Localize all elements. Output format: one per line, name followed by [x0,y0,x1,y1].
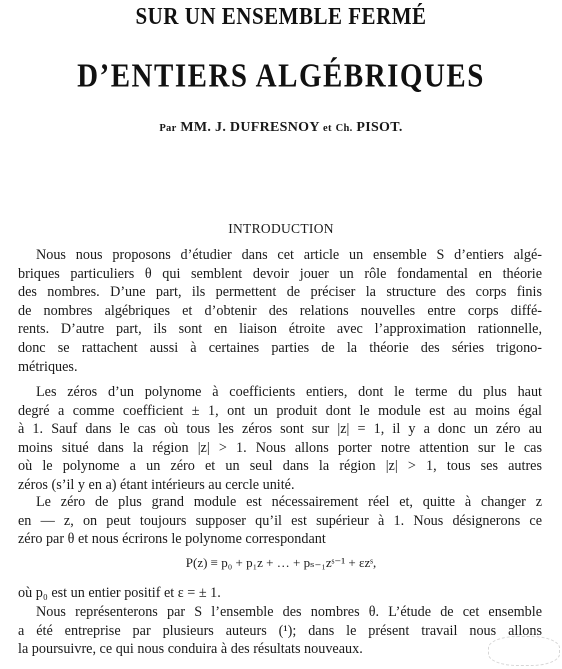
authors-et: et [323,123,332,134]
paragraph-line: briques particuliers θ qui semblent devoir jouer un rôle fondamental en théorie [18,265,542,282]
paragraph-line: a été entreprise par plusieurs auteurs (¹); dans le présent travail nous allons [18,622,542,639]
library-stamp [488,636,560,666]
authors-line [0,120,562,136]
paragraph-line: la poursuivre, ce qui nous conduira à des résultats nouveaux. [18,641,363,658]
paragraph-5 [18,603,542,659]
paragraph-line: métriques. [18,358,78,375]
paragraph-line: donc se rattachent aussi à certaines parties de la théorie des séries trigono- [18,339,542,356]
paragraph-line: en — z, on peut toujours supposer qu’il est supérieur à 1. Nous désignerons ce [18,512,542,529]
paragraph-line: rents. D’autre part, ils sont en liaison étroite avec l’approximation rationnelle, [18,321,542,338]
paragraph-line: Nous représenterons par S l’ensemble des nombres θ. L’étude de cet ensemble [36,604,542,620]
paragraph-line: zéros (s’il y en a) étant intérieurs au cercle unité. [18,476,295,493]
authors-par: Par [159,123,177,134]
paragraph-2 [18,383,542,495]
title-line-1: SUR UN ENSEMBLE FERMÉ [135,2,427,30]
authors-pisot: PISOT. [356,120,403,135]
paragraph-4 [18,584,542,603]
paragraph-line: zéro par θ et nous écrirons le polynome correspondant [18,531,326,548]
paragraph-line: à 1. Sauf dans le cas où tous les zéros sont sur |z| = 1, il y a donc un zéro au [18,421,542,438]
section-heading: INTRODUCTION [228,221,334,236]
paragraph-3 [18,493,542,549]
paragraph-line: Le zéro de plus grand module est nécessairement réel et, quitte à changer z [36,494,542,510]
authors-ch: Ch. [335,123,353,134]
paragraph-line: de nombres algébriques et d’obtenir des relations nouvelles entre corps diffé- [18,302,542,319]
authors-mm: MM. J. DUFRESNOY [180,120,320,135]
paragraph-line: où le polynome a un zéro et un seul dans la région |z| > 1, tous ses autres [18,458,542,475]
paragraph-line: des nombres. D’une part, ils permettent de préciser la structure des corps finis [18,284,542,301]
paragraph-1 [18,246,542,376]
title-line-2: D’ENTIERS ALGÉBRIQUES [77,57,485,95]
paragraph-line: moins situé dans la région |z| > 1. Nous allons porter notre attention sur le cas [18,439,542,456]
paragraph-line: Nous nous proposons d’étudier dans cet article un ensemble S d’entiers algé- [36,247,542,263]
polynomial-formula: P(z) ≡ p₀ + p₁z + … + pₛ₋₁zˢ⁻¹ + εzˢ, [185,555,377,570]
paragraph-line: où p₀ est un entier positif et ε = ± 1. [18,585,221,601]
paragraph-line: Les zéros d’un polynome à coefficients entiers, dont le terme du plus haut [36,384,542,400]
paragraph-line: degré a comme coefficient ± 1, ont un produit dont le module est au moins égal [18,402,542,419]
